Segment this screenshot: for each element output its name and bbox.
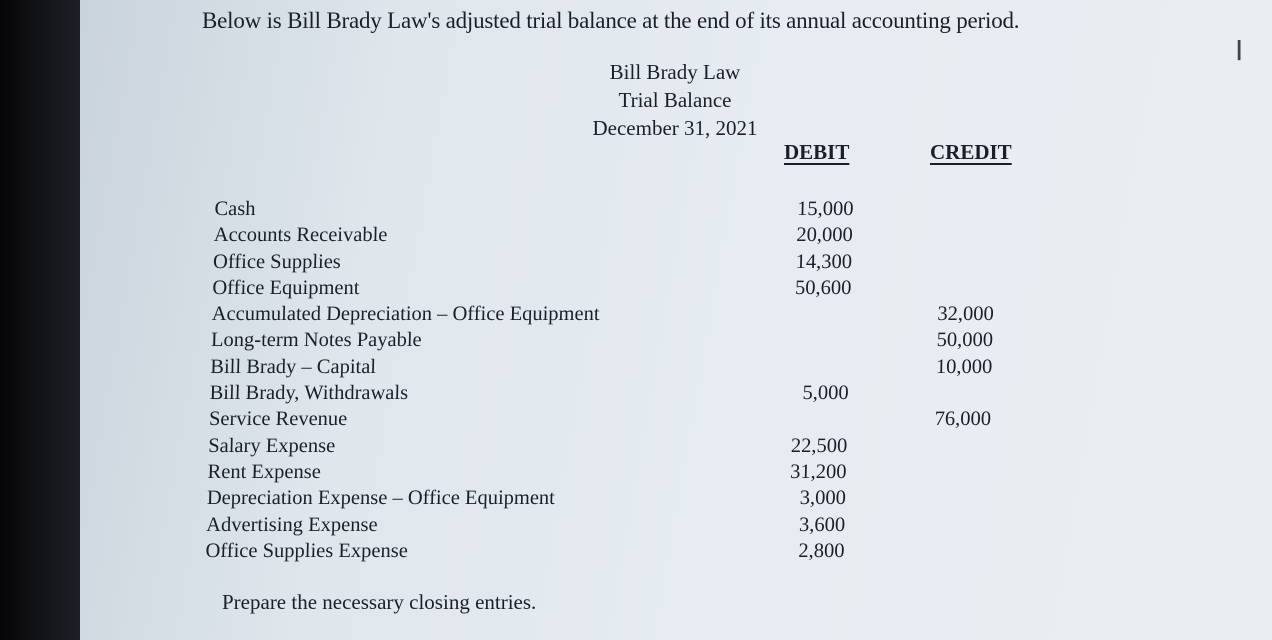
text-cursor-icon: I [1235, 34, 1244, 67]
account-name: Bill Brady, Withdrawals [209, 382, 409, 405]
instruction-text: Prepare the necessary closing entries. [222, 590, 537, 614]
debit-amount: 3,600 [798, 513, 846, 536]
account-name: Salary Expense [207, 434, 336, 457]
account-name: Service Revenue [208, 408, 348, 431]
account-name: Depreciation Expense – Office Equipment [206, 487, 556, 510]
debit-amount: 20,000 [796, 224, 854, 247]
report-title: Trial Balance [618, 88, 732, 112]
debit-amount: 15,000 [796, 198, 854, 220]
table-row [209, 406, 1110, 432]
table-row [212, 275, 1113, 301]
account-name: Rent Expense [207, 460, 322, 483]
credit-column-header: CREDIT [930, 140, 1012, 164]
account-name: Cash [214, 198, 256, 220]
table-row [214, 196, 1115, 222]
table-row [213, 222, 1114, 248]
report-header [500, 58, 850, 142]
account-name: Long-term Notes Payable [210, 329, 422, 352]
company-name: Bill Brady Law [609, 60, 741, 84]
account-name: Advertising Expense [205, 513, 378, 536]
credit-amount: 10,000 [935, 355, 993, 378]
debit-column-header: DEBIT [784, 140, 850, 164]
document-screen [80, 0, 1272, 640]
table-row [209, 380, 1110, 406]
debit-amount: 22,500 [790, 434, 848, 457]
table-row [211, 327, 1112, 353]
table-row [205, 538, 1106, 564]
credit-amount: 50,000 [936, 329, 994, 352]
table-row [211, 301, 1112, 327]
intro-text: Below is Bill Brady Law's adjusted trial balance at the end of its annual accounting period. [202, 8, 1020, 33]
account-name: Accumulated Depreciation – Office Equipment [211, 303, 600, 326]
debit-amount: 50,600 [794, 276, 852, 299]
credit-amount: 76,000 [934, 408, 992, 431]
account-name: Bill Brady – Capital [210, 355, 377, 378]
debit-amount: 31,200 [789, 460, 847, 483]
credit-amount: 32,000 [937, 303, 995, 326]
report-date: December 31, 2021 [592, 116, 758, 140]
table-row [208, 433, 1109, 459]
trial-balance-table [205, 196, 1115, 564]
account-name: Office Equipment [212, 276, 360, 299]
debit-amount: 5,000 [802, 382, 849, 405]
debit-amount: 14,300 [795, 250, 853, 273]
table-row [210, 354, 1111, 380]
monitor-bezel [0, 0, 86, 640]
table-row [213, 249, 1114, 275]
table-row [207, 485, 1108, 511]
account-name: Accounts Receivable [213, 224, 388, 247]
debit-amount: 3,000 [799, 487, 847, 510]
table-row [206, 512, 1107, 538]
account-name: Office Supplies [212, 250, 342, 273]
table-row [207, 459, 1108, 485]
account-name: Office Supplies Expense [205, 539, 409, 562]
debit-amount: 2,800 [798, 539, 845, 562]
